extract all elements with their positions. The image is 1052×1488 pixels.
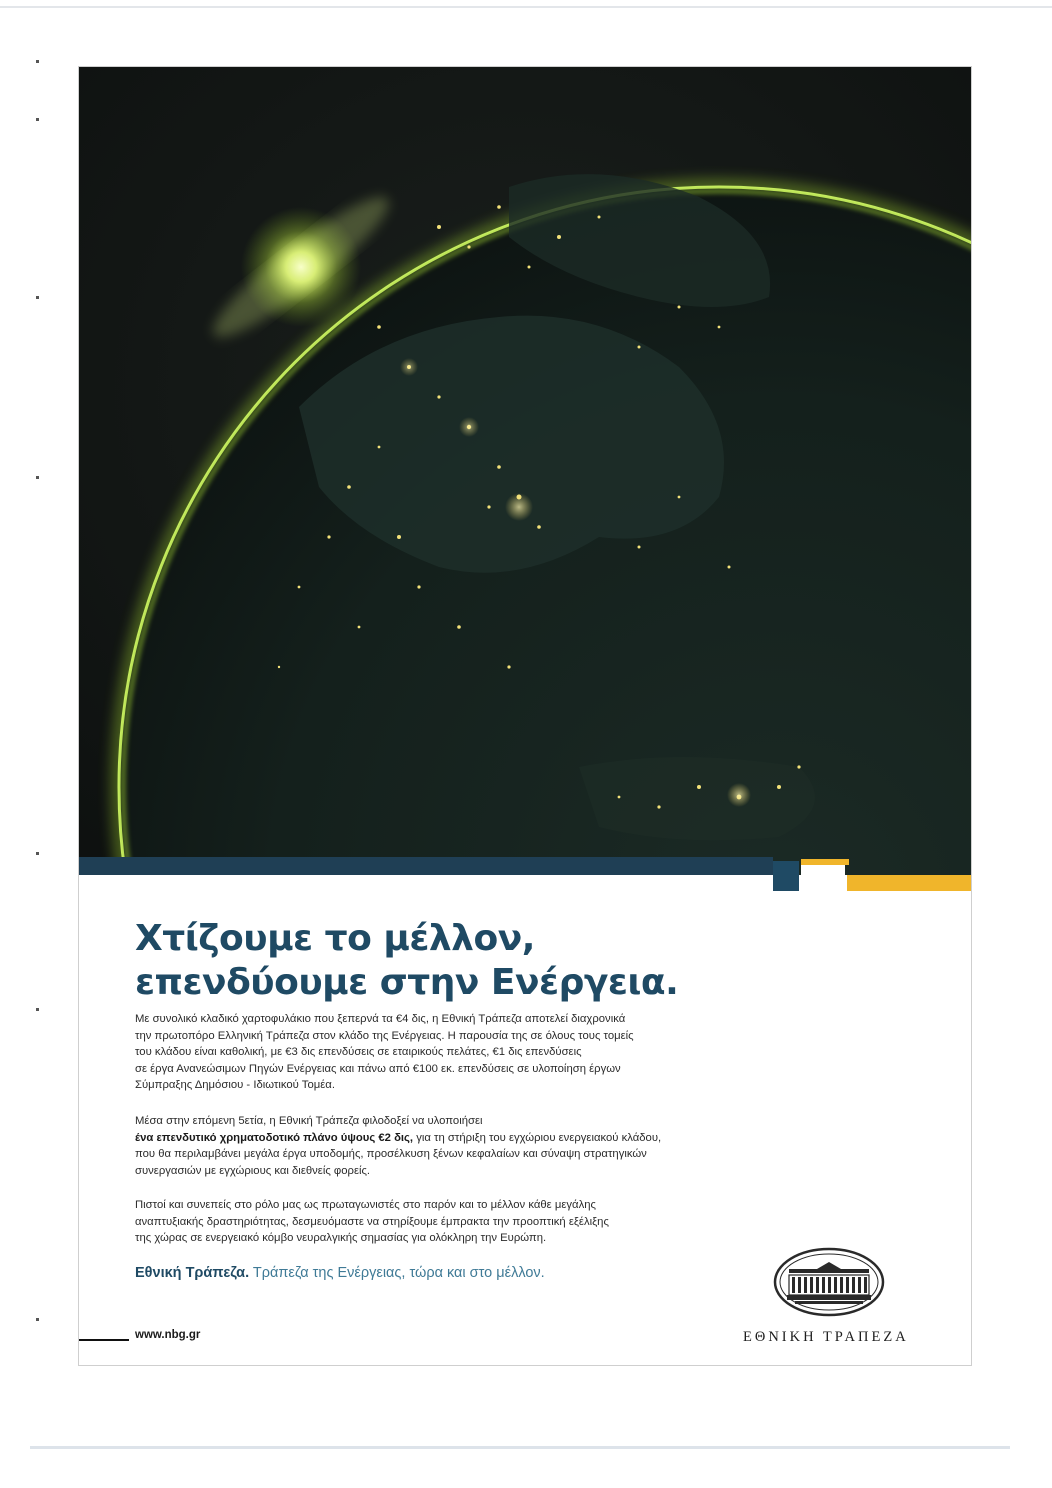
headline (135, 917, 678, 1005)
scan-mark (36, 476, 39, 479)
headline-line-1: Χτίζουμε το μέλλον, (135, 918, 535, 959)
text-line: του κλάδου είναι καθολική, με €3 δις επενδύσεις σε εταιρικούς πελάτες, €1 δις επενδύσεις (135, 1046, 582, 1059)
headline-line-2: επενδύουμε στην Ενέργεια. (135, 962, 679, 1003)
accent-stripe-blue (79, 857, 773, 875)
advertisement (78, 66, 972, 1366)
paragraph-2 (135, 1113, 775, 1179)
text-line: που θα περιλαμβάνει μεγάλα έργα υποδομής, προσέλκυση ξένων κεφαλαίων και σύναψη στρατηγικών (135, 1148, 647, 1161)
text-line: Σύμπραξης Δημόσιου - Ιδιωτικού Τομέα. (135, 1079, 335, 1092)
text-line (135, 1130, 775, 1147)
paragraph-3 (135, 1197, 775, 1247)
scan-edge-bottom (30, 1446, 1010, 1449)
slogan-text: Τράπεζα της Ενέργειας, τώρα και στο μέλλον. (249, 1265, 545, 1281)
bold-phrase: ένα επενδυτικό χρηματοδοτικό πλάνο ύψους €2 δις, (135, 1131, 414, 1144)
earth-night-photo (79, 67, 971, 875)
text-line: σε έργα Ανανεώσιμων Πηγών Ενέργειας και πάνω από €100 εκ. επενδύσεις σε υλοποίηση έργων (135, 1062, 621, 1075)
accent-stripe-dark (773, 861, 799, 891)
text-line: Μέσα στην επόμενη 5ετία, η Εθνική Τράπεζα φιλοδοξεί να υλοποιήσει (135, 1115, 483, 1127)
text-line: της χώρας σε ενεργειακό κόμβο νευραλγικής σημασίας για ολόκληρη την Ευρώπη. (135, 1232, 547, 1245)
text-line: Με συνολικό κλαδικό χαρτοφυλάκιο που ξεπερνά τα €4 δις, η Εθνική Τράπεζα αποτελεί διαχρονικά (135, 1013, 626, 1025)
accent-stripe-yellow (847, 875, 971, 891)
paragraph-1 (135, 1011, 775, 1094)
text-line: συνεργασιών με εγχώριους και διεθνείς φορείς. (135, 1164, 371, 1177)
scan-edge-top (0, 6, 1052, 8)
scan-mark (36, 852, 39, 855)
scan-mark (36, 60, 39, 63)
scan-mark (36, 1318, 39, 1321)
accent-stripe-white (801, 863, 845, 891)
slogan (135, 1265, 545, 1281)
text-line: αναπτυξιακής δραστηριότητας, δεσμευόμαστε να στηρίξουμε έμπρακτα την προοπτική εξέλιξης (135, 1215, 609, 1228)
text-line: την πρωτοπόρο Ελληνική Τράπεζα στον κλάδο της Ενέργειας. Η παρουσία της σε όλους τους τομείς (135, 1029, 634, 1042)
slogan-brand: Εθνική Τράπεζα. (135, 1265, 250, 1281)
bank-building-emblem-icon (773, 1247, 885, 1311)
bank-name-logo-text: ΕΘΝΙΚΗ ΤΡΑΠΕΖΑ (743, 1329, 909, 1345)
url-rule (79, 1339, 129, 1341)
text-line: Πιστοί και συνεπείς στο ρόλο μας ως πρωταγωνιστές στο παρόν και το μέλλον κάθε μεγάλης (135, 1199, 596, 1211)
website-link[interactable]: www.nbg.gr (135, 1329, 201, 1341)
accent-stripe-yellow-top (801, 859, 849, 865)
scan-mark (36, 1008, 39, 1011)
scan-mark (36, 296, 39, 299)
text-fragment: για τη στήριξη του εγχώριου ενεργειακού κλάδου, (413, 1131, 662, 1144)
scan-mark (36, 118, 39, 121)
earth-illustration (79, 67, 971, 875)
